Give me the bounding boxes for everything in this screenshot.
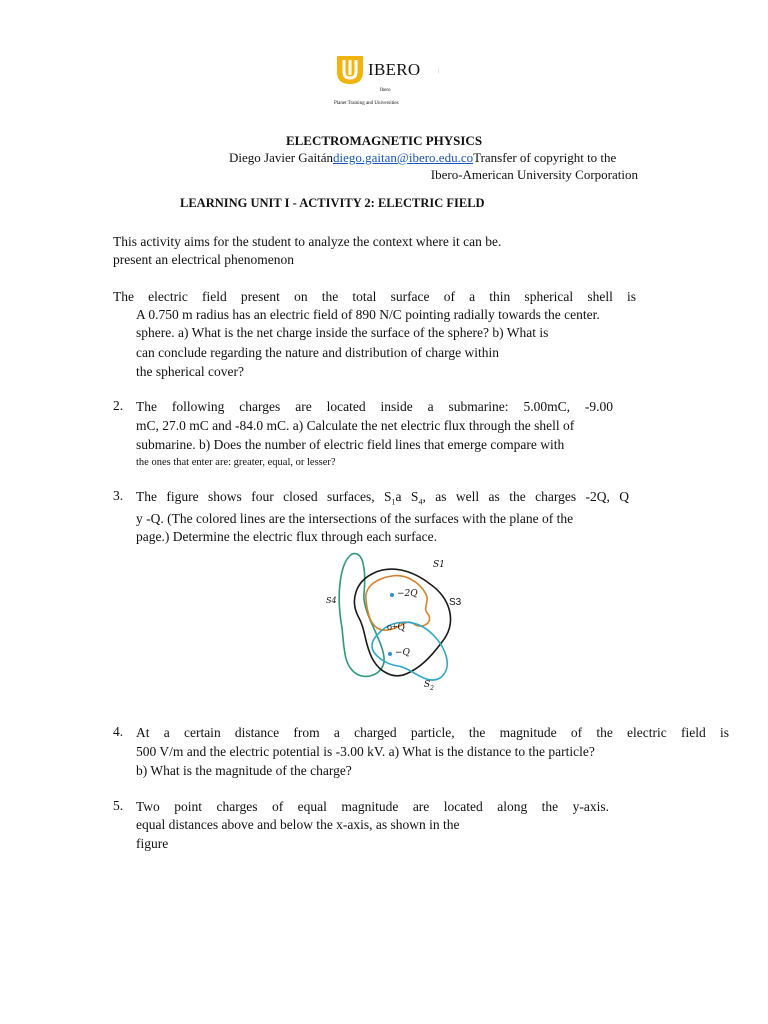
corporation-name: Ibero-American University Corporation (430, 167, 638, 182)
label-charge-posq: o+Q (387, 622, 405, 633)
q2-line-1: The following charges are located inside a submarine: 5.00mC, -9.00 (136, 399, 613, 414)
logo-subtitle: Ibero (380, 88, 391, 93)
q3-line-3: page.) Determine the electric flux through each surface. (136, 529, 437, 544)
charge-neg2q-dot (390, 593, 394, 597)
document-title: ELECTROMAGNETIC PHYSICS (285, 133, 483, 148)
author-email-link[interactable]: diego.gaitan@ibero.edu.co (332, 150, 474, 165)
q3-line-1: The figure shows four closed surfaces, $S_1a$ $S_4$, as well as the charges -2Q, Q (136, 489, 630, 507)
q4-line-3: b) What is the magnitude of the charge? (136, 763, 352, 778)
q3-line-2: y -Q. (The colored lines are the intersections of the surfaces with the plane of the (136, 511, 574, 526)
label-s4: S4 (326, 596, 337, 605)
ibero-logo-icon (335, 54, 365, 86)
label-s3: S3 (449, 597, 462, 608)
author-name: Diego Javier Gaitán (229, 150, 333, 165)
q2-number: 2. (113, 398, 124, 413)
q5-number: 5. (113, 798, 124, 813)
q1-line-2: A 0.750 m radius has an electric field of 890 N/C pointing radially towards the center. (136, 307, 600, 322)
copyright-text: Transfer of copyright to the (473, 150, 617, 165)
intro-line-1: This activity aims for the student to analyze the context where it can be. (113, 234, 502, 249)
charge-negq-dot (388, 652, 392, 656)
q5-line-1: Two point charges of equal magnitude are located along the y-axis. (136, 799, 609, 814)
logo-tagline: Planet Training and Universities (334, 101, 399, 106)
q1-line-3: sphere. a) What is the net charge inside the surface of the sphere? b) What is (136, 325, 549, 340)
q5-line-3: figure (136, 836, 169, 851)
q2-line-3: submarine. b) Does the number of electric field lines that emerge compare with (136, 437, 565, 452)
q1-line-4: can conclude regarding the nature and distribution of charge within (136, 345, 500, 360)
q1-line-5: the spherical cover? (136, 364, 244, 379)
q1-line-1: The electric field present on the total surface of a thin spherical shell is (113, 289, 636, 304)
label-s2: $S_2$ (424, 680, 434, 692)
q3-number: 3. (113, 488, 124, 503)
learning-unit-heading: LEARNING UNIT I - ACTIVITY 2: ELECTRIC FIELD (180, 196, 485, 210)
q4-line-1: At a certain distance from a charged particle, the magnitude of the electric field is (136, 725, 729, 740)
q2-line-2: mC, 27.0 mC and -84.0 mC. a) Calculate the net electric flux through the shell of (136, 418, 575, 433)
q4-number: 4. (113, 724, 124, 739)
q5-line-2: equal distances above and below the x-axis, as shown in the (136, 817, 460, 832)
label-charge-negq: −Q (395, 648, 410, 658)
label-s1: S1 (433, 560, 445, 570)
q2-line-4: the ones that enter are: greater, equal, or lesser? (136, 457, 336, 468)
closed-surfaces-figure (318, 550, 468, 695)
logo-name: IBERO (368, 60, 421, 79)
logo-mark: | (438, 66, 440, 74)
q4-line-2: 500 V/m and the electric potential is -3.00 kV. a) What is the distance to the particle? (136, 744, 595, 759)
author-line (229, 150, 616, 166)
label-charge-neg2q: −2Q (397, 589, 418, 599)
intro-line-2: present an electrical phenomenon (113, 252, 295, 267)
